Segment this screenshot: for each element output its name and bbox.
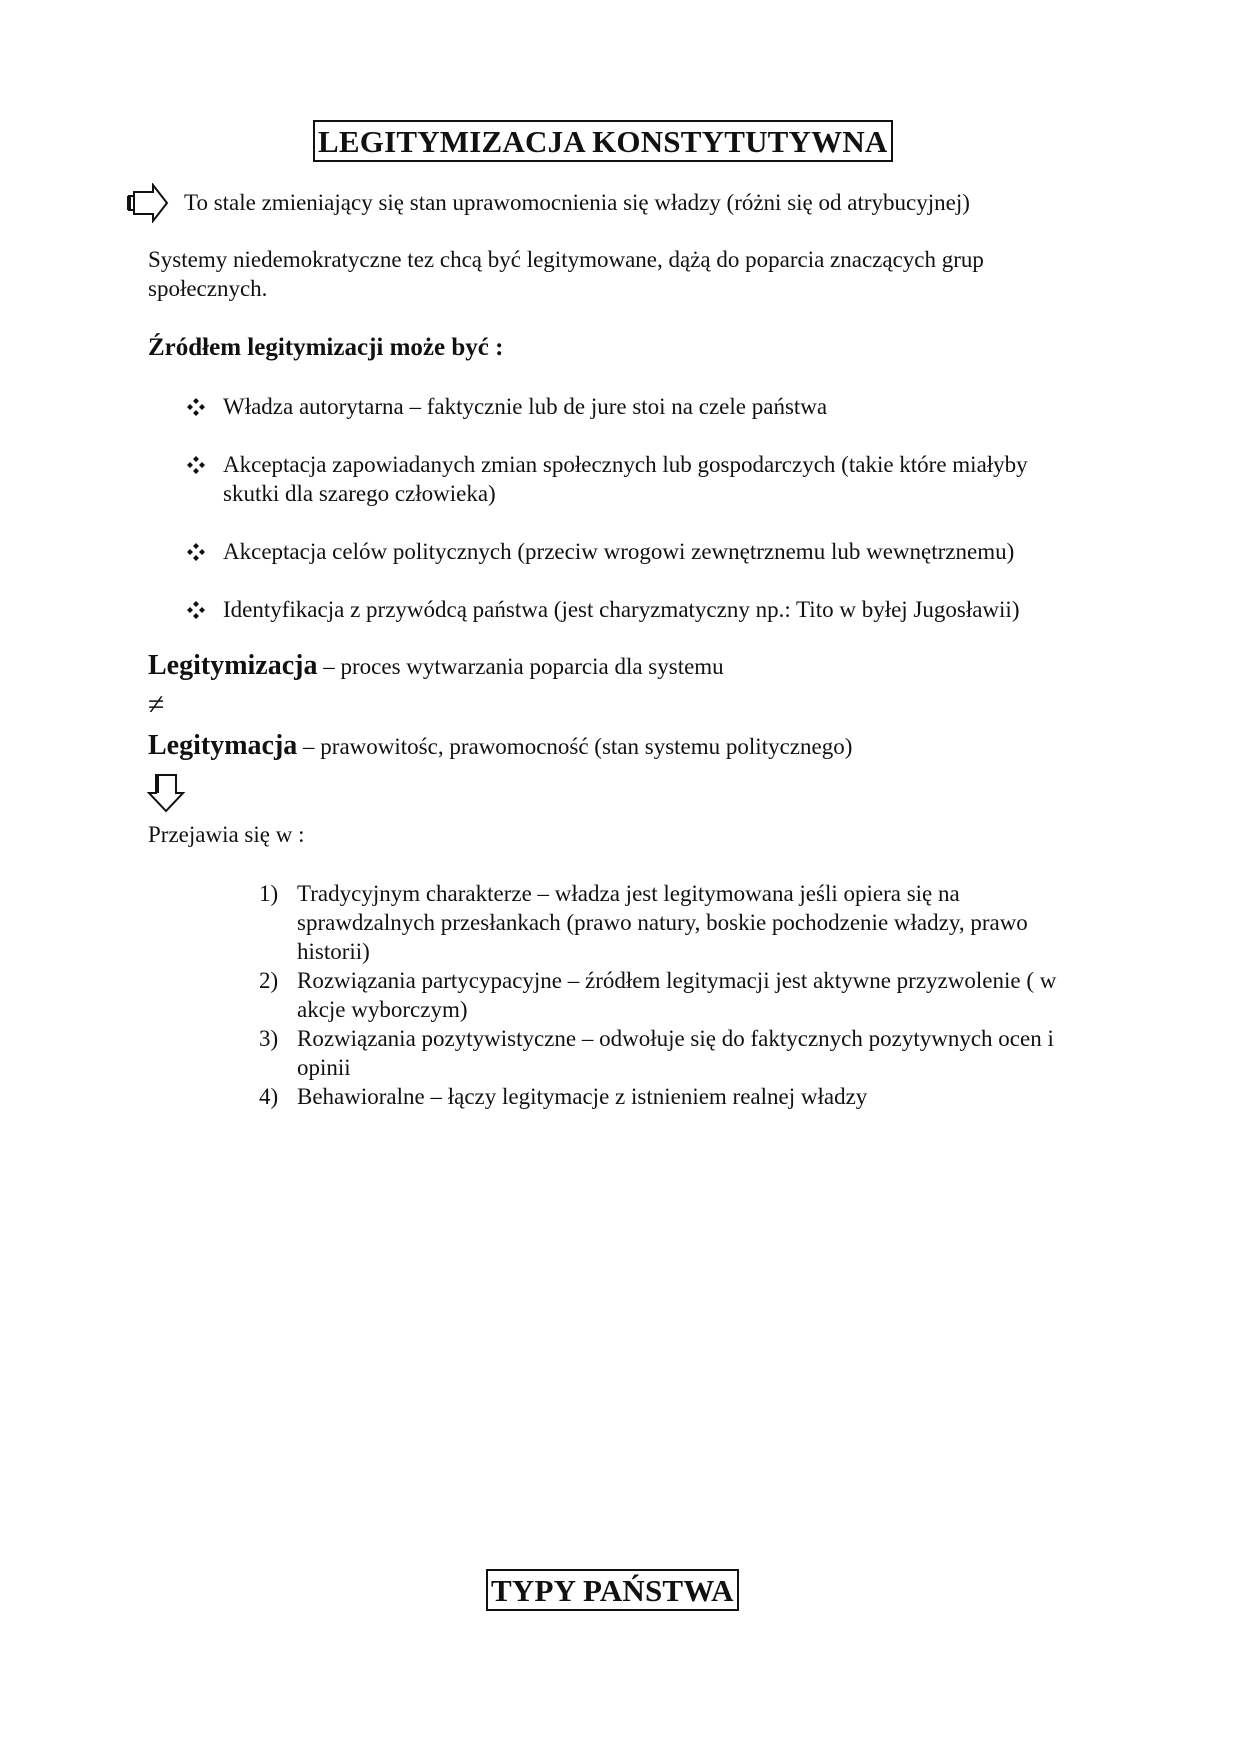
list-number: 4): [259, 1084, 279, 1109]
diamond-bullet-icon: [186, 600, 206, 620]
list-item-text: Akceptacja celów politycznych (przeciw wrogowi zewnętrznemu lub wewnętrznemu): [223, 539, 1015, 564]
sources-list: [186, 392, 1086, 653]
list-item: [186, 450, 1086, 508]
list-item-text: Akceptacja zapowiadanych zmian społecznych lub gospodarczych (takie które miałyby skutki dla szarego człowieka): [223, 452, 1028, 506]
list-item: [259, 1082, 1099, 1111]
list-number: 3): [259, 1026, 279, 1051]
definition-text: – proces wytwarzania poparcia dla systemu: [317, 654, 724, 679]
sources-heading: Źródłem legitymizacji może być :: [148, 334, 504, 361]
term-legitymizacja: Legitymizacja: [148, 650, 318, 681]
term-legitymacja: Legitymacja: [148, 730, 298, 761]
list-number: 2): [259, 968, 279, 993]
next-section-title: TYPY PAŃSTWA: [486, 1569, 739, 1611]
list-item: [259, 879, 1099, 966]
list-item-text: Władza autorytarna – faktycznie lub de jure stoi na czele państwa: [223, 394, 828, 419]
list-item-text: Rozwiązania pozytywistyczne – odwołuje się do faktycznych pozytywnych ocen i opinii: [297, 1026, 1054, 1080]
diamond-bullet-icon: [186, 455, 206, 475]
diamond-bullet-icon: [186, 542, 206, 562]
right-arrow-icon: [127, 183, 169, 223]
manifests-list: [259, 879, 1099, 1111]
down-arrow-icon: [145, 773, 187, 813]
manifests-label: Przejawia się w :: [148, 822, 305, 847]
list-item-text: Behawioralne – łączy legitymacje z istnieniem realnej władzy: [297, 1084, 868, 1109]
list-item: [186, 537, 1086, 566]
list-item: [259, 1024, 1099, 1082]
list-item: [186, 392, 1086, 421]
list-item: [186, 595, 1086, 624]
not-equal-sign: ≠: [148, 688, 165, 721]
list-number: 1): [259, 881, 279, 906]
list-item-text: Tradycyjnym charakterze – władza jest legitymowana jeśli opiera się na sprawdzalnych przesłankach (prawo natury, boskie pochodzenie władzy, prawo historii): [297, 881, 1028, 964]
intro-paragraph: Systemy niedemokratyczne tez chcą być legitymowane, dążą do poparcia znaczących grup społecznych.: [148, 247, 984, 301]
intro-line: [127, 183, 970, 223]
list-item: [259, 966, 1099, 1024]
diamond-bullet-icon: [186, 397, 206, 417]
list-item-text: Rozwiązania partycypacyjne – źródłem legitymacji jest aktywne przyzwolenie ( w akcje wyborczym): [297, 968, 1057, 1022]
definition-text: – prawowitośc, prawomocność (stan systemu politycznego): [297, 734, 853, 759]
definition-legitymacja: [148, 730, 852, 762]
intro-text: To stale zmieniający się stan uprawomocnienia się władzy (różni się od atrybucyjnej): [184, 190, 970, 215]
page-title: LEGITYMIZACJA KONSTYTUTYWNA: [313, 120, 893, 162]
list-item-text: Identyfikacja z przywódcą państwa (jest charyzmatyczny np.: Tito w byłej Jugosławii): [223, 597, 1020, 622]
definition-legitymizacja: [148, 650, 724, 682]
